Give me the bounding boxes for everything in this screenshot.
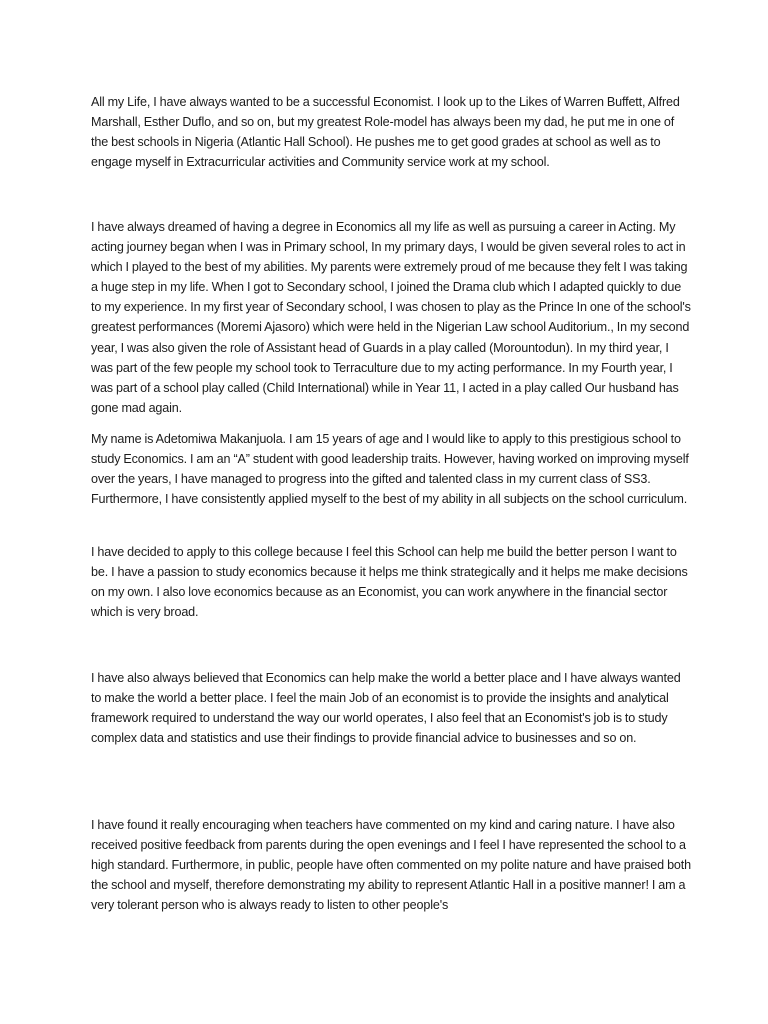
paragraph-why-college: I have decided to apply to this college because I feel this School can help me build the better person I want to be. I have a passion to study economics because it helps me think strategically and it helps me make decisions on my own. I also love economics because as an Economist, you can work anywhere in the financial sector which is very broad. [91, 545, 688, 620]
paragraph-economics-belief: I have also always believed that Economics can help make the world a better place and I have always wanted to make the world a better place. I feel the main Job of an economist is to provide the insights and analytical framework required to understand the way our world operates, I also feel that an Economist's job is to study complex data and statistics and use their findings to provide financial advice to businesses and so on. [91, 671, 681, 746]
paragraph-life-ambition: All my Life, I have always wanted to be a successful Economist. I look up to the Likes of Warren Buffett, Alfred Marshall, Esther Duflo, and so on, but my greatest Role-model has always been my dad, he put me in one of the best schools in Nigeria (Atlantic Hall School). He pushes me to get good grades at school as well as to engage myself in Extracurricular activities and Community service work at my school. [91, 95, 680, 170]
paragraph-character: I have found it really encouraging when teachers have commented on my kind and caring nature. I have also received positive feedback from parents during the open evenings and I feel I have represented the school to a high standard. Furthermore, in public, people have often commented on my polite nature and have praised both the school and myself, therefore demonstrating my ability to represent Atlantic Hall in a positive manner! I am a very tolerant person who is always ready to listen to other people's [91, 818, 691, 913]
paragraph-acting-journey: I have always dreamed of having a degree in Economics all my life as well as pursuing a career in Acting. My acting journey began when I was in Primary school, In my primary days, I would be given several roles to act in which I played to the best of my abilities. My parents were extremely proud of me because they felt I was taking a huge step in my life. When I got to Secondary school, I joined the Drama club which I adapted quickly to due to my experience. In my first year of Secondary school, I was chosen to play as the Prince In one of the school's greatest performances (Moremi Ajasoro) which were held in the Nigerian Law school Auditorium., In my second year, I was also given the role of Assistant head of Guards in a play called (Morountodun). In my third year, I was part of the few people my school took to Terraculture due to my acting performance. In my Fourth year, I was part of a school play called (Child International) while in Year 11, I acted in a play called Our husband has gone mad again. [91, 220, 691, 415]
paragraph-introduction: My name is Adetomiwa Makanjuola. I am 15 years of age and I would like to apply to this prestigious school to study Economics. I am an “A” student with good leadership traits. However, having worked on improving myself over the years, I have managed to progress into the gifted and talented class in my current class of SS3. Furthermore, I have consistently applied myself to the best of my ability in all subjects on the school curriculum. [91, 432, 689, 507]
